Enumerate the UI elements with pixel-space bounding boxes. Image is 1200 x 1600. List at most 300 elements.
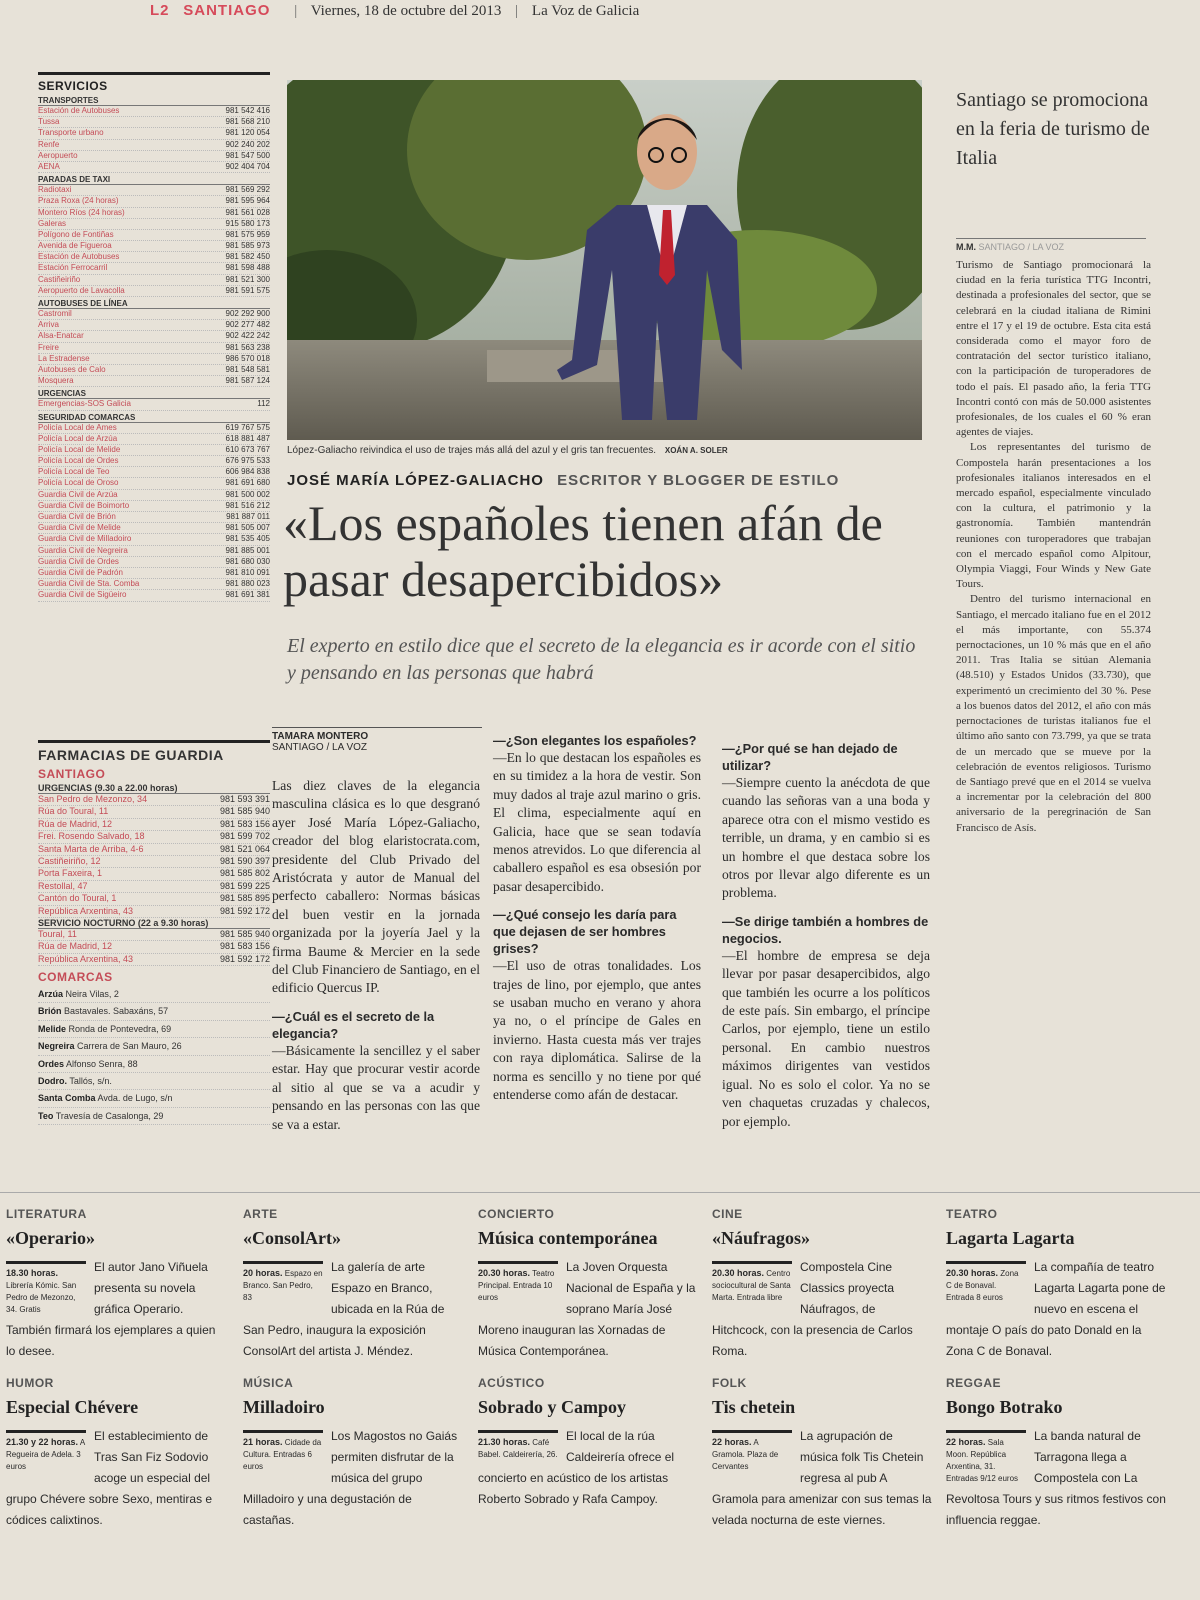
- agenda-title: Milladoiro: [243, 1397, 325, 1417]
- question-3: —¿Qué consejo les daría para que dejasen de ser hombres grises?: [493, 907, 677, 957]
- agenda-text: El local de la rúa Caldeirería ofrece el concierto en acústico de los artistas Roberto Sobrado y Rafa Campoy.: [478, 1429, 675, 1506]
- comarca-town: Arzúa: [38, 989, 64, 1000]
- comarca-town: Ordes: [38, 1058, 65, 1069]
- phone-row: [38, 929, 270, 941]
- agenda-info: [946, 1430, 1026, 1485]
- photo-caption: [287, 445, 922, 456]
- phone-entry-number: 981 505 007: [225, 523, 270, 533]
- agenda-text: La banda natural de Tarragona llega a Compostela con La Revoltosa Tours y sus ritmos festivos con influencia reggae.: [946, 1429, 1166, 1527]
- phone-entry-number: 981 810 091: [225, 567, 270, 577]
- agenda-place: Cidade da Cultura. Entradas 6 euros: [243, 1438, 322, 1471]
- phone-row: [38, 434, 270, 445]
- phone-row: [38, 534, 270, 545]
- phone-entry-name: AENA: [38, 161, 60, 171]
- photo-credit: XOÁN A. SOLER: [664, 446, 728, 455]
- agenda-title: Música contemporánea: [478, 1228, 658, 1248]
- phone-entry-name: Castiñeiriño: [38, 274, 81, 284]
- phone-row: [38, 365, 270, 376]
- intro-paragraph: Las diez claves de la elegancia masculina clásica es lo que desgranó ayer José María López-Galiacho, creador del blog elaristocrata.com, presidente del Club Privado del Aristócrata y autor de Manual del perfecto caballero: Normas básicas del buen vestir en la jornada organizada por la joyería Jael y la firma Baume & Mercier en la sede del Club Financiero de Santiago, en el edificio Quercus IP.: [272, 778, 481, 996]
- phone-row: [38, 151, 270, 162]
- phone-row: [38, 568, 270, 579]
- phone-row: [38, 208, 270, 219]
- phone-entry-number: 981 592 172: [219, 953, 270, 964]
- agenda-item: [946, 1372, 1168, 1531]
- phone-entry-name: Arriva: [38, 320, 59, 330]
- comarca-address: Tallós, s/n.: [69, 1076, 112, 1087]
- farmacias-noc-category: SERVICIO NOCTURNO (22 a 9.30 horas): [38, 918, 270, 929]
- phone-row: [38, 117, 270, 128]
- servicios-category: PARADAS DE TAXI: [38, 175, 270, 185]
- agenda-title: Lagarta Lagarta: [946, 1228, 1075, 1248]
- answer-5: —El hombre de empresa se deja llevar por pasar desapercibidos, algo que también les ocurre a los políticos de este país. Sin embargo, el príncipe Carlos, por ejemplo, tiene un estilo personal. En cambio nuestros máximos dirigentes van vestidos igual. No es solo el color. Ya no se ven chaquetas cruzadas y chalecos, por ejemplo.: [722, 947, 930, 1129]
- phone-row: [38, 819, 270, 831]
- phone-entry-number: 606 984 838: [225, 467, 270, 477]
- phone-entry-name: Estación de Autobuses: [38, 252, 120, 262]
- phone-row: [38, 106, 270, 117]
- phone-row: [38, 868, 270, 880]
- phone-row: [38, 490, 270, 501]
- phone-entry-number: 981 582 450: [225, 252, 270, 262]
- servicios-category: SEGURIDAD COMARCAS: [38, 413, 270, 423]
- farmacias-urg-category: URGENCIAS (9.30 a 22.00 horas): [38, 783, 270, 794]
- agenda-place: Librería Kómic. San Pedro de Mezonzo, 34. Gratis: [6, 1281, 77, 1314]
- servicios-category: TRANSPORTES: [38, 96, 270, 106]
- phone-entry-number: 981 585 940: [219, 806, 270, 817]
- agenda-category: HUMOR: [6, 1376, 54, 1390]
- sidebar-paragraph-1: Turismo de Santiago promocionará la ciudad en la feria turística TTG Incontri, destinada a profesionales del sector, que se celebrará en la ciudad italiana de Rimini entre el 17 y el 19 de octubre. Esta cita está considerada como el mayor foro de contratación del sector turístico italiano, con la participación de turoperadores de todo el país. El pasado año, la feria TTG Incontri contó con más de 50.000 asistentes profesionales, de los cuales el 60 % eran agentes de viajes.: [956, 259, 1151, 439]
- comarca-town: Santa Comba: [38, 1093, 96, 1104]
- phone-entry-name: Guardia Civil de Boimorto: [38, 500, 130, 510]
- comarca-row: [38, 1003, 270, 1020]
- phone-entry-name: Guardia Civil de Sigüeiro: [38, 590, 127, 600]
- article-photo: [287, 80, 922, 440]
- agenda-place: Teatro Principal. Entrada 10 euros: [478, 1269, 555, 1302]
- agenda-text: El autor Jano Viñuela presenta su novela gráfica Operario. También firmará los ejemplares a quien lo desee.: [6, 1260, 216, 1358]
- agenda-item: [6, 1372, 228, 1531]
- comarca-town: Negreira: [38, 1041, 75, 1052]
- agenda-title: Bongo Botrako: [946, 1397, 1063, 1417]
- agenda-title: Especial Chévere: [6, 1397, 139, 1417]
- issue-date: Viernes, 18 de octubre del 2013: [310, 3, 502, 19]
- phone-entry-number: 902 277 482: [225, 320, 270, 330]
- agenda-item: [243, 1372, 465, 1531]
- author-location: SANTIAGO / LA VOZ: [272, 742, 368, 753]
- phone-entry-number: 619 767 575: [225, 422, 270, 432]
- page-header: L2 SANTIAGO | Viernes, 18 de octubre del 2013 | La Voz de Galicia: [150, 2, 640, 19]
- kicker-name: JOSÉ MARÍA LÓPEZ-GALIACHO: [287, 472, 544, 489]
- phone-entry-name: Policía Local de Ordes: [38, 456, 119, 466]
- phone-entry-number: 981 583 156: [219, 818, 270, 829]
- phone-entry-name: Santa Marta de Arriba, 4-6: [38, 843, 144, 854]
- phone-entry-number: 981 563 238: [225, 342, 270, 352]
- phone-entry-name: Policía Local de Oroso: [38, 478, 119, 488]
- phone-row: [38, 501, 270, 512]
- article-column-3: [722, 740, 930, 1131]
- phone-entry-name: Autobuses de Calo: [38, 364, 106, 374]
- phone-entry-number: 981 561 028: [225, 207, 270, 217]
- phone-row: [38, 954, 270, 966]
- phone-row: [38, 579, 270, 590]
- phone-entry-name: Emergencias-SOS Galicia: [38, 399, 131, 409]
- agenda-time: 18.30 horas.: [6, 1268, 59, 1278]
- photo-illustration: [287, 80, 922, 440]
- phone-entry-number: 981 592 172: [219, 905, 270, 916]
- agenda-text: La galería de arte Espazo en Branco, ubicada en la Rúa de San Pedro, inaugura la exposición ConsolArt del artista J. Méndez.: [243, 1260, 445, 1358]
- phone-entry-name: República Arxentina, 43: [38, 953, 134, 964]
- phone-entry-number: 676 975 533: [225, 456, 270, 466]
- agenda-info: [6, 1261, 86, 1316]
- phone-row: [38, 445, 270, 456]
- agenda-info: [478, 1261, 558, 1304]
- phone-entry-number: 981 521 064: [219, 843, 270, 854]
- newspaper-name: La Voz de Galicia: [531, 3, 640, 19]
- phone-row: [38, 546, 270, 557]
- agenda-category: ARTE: [243, 1207, 278, 1221]
- phone-entry-number: 981 587 124: [225, 376, 270, 386]
- agenda-info: [478, 1430, 558, 1461]
- farmacias-box: [38, 740, 270, 1125]
- comarca-row: [38, 986, 270, 1003]
- phone-row: [38, 354, 270, 365]
- agenda-item: [478, 1372, 700, 1510]
- phone-entry-name: Aeropuerto: [38, 150, 78, 160]
- comarca-address: Carrera de San Mauro, 26: [77, 1041, 182, 1052]
- agenda-divider: [0, 1192, 1200, 1193]
- phone-entry-name: Renfe: [38, 139, 60, 149]
- phone-row: [38, 219, 270, 230]
- answer-2: —En lo que destacan los españoles es en su timidez a la hora de vestir. Son muy dados al traje azul marino o gris. El clima, especialmente aquí en Galicia, hace que se sean todavía menos atrevidos. Lo que diferencia al caballero español es esa obsesión por pasar desapercibido.: [493, 750, 701, 894]
- page-number: L2: [150, 2, 170, 19]
- phone-row: [38, 230, 270, 241]
- comarca-row: [38, 1021, 270, 1038]
- phone-row: [38, 185, 270, 196]
- agenda-time: 22 horas.: [712, 1437, 752, 1447]
- farmacias-noc-list: [38, 929, 270, 966]
- agenda-category: REGGAE: [946, 1376, 1002, 1390]
- agenda-info: [946, 1261, 1026, 1304]
- phone-entry-number: 902 404 704: [225, 161, 270, 171]
- agenda-place: Café Babel. Caldeirería, 26.: [478, 1438, 558, 1459]
- phone-entry-name: Policía Local de Ames: [38, 422, 117, 432]
- phone-entry-number: 981 680 030: [225, 556, 270, 566]
- phone-row: [38, 320, 270, 331]
- phone-entry-name: Frei. Rosendo Salvado, 18: [38, 831, 145, 842]
- phone-row: [38, 140, 270, 151]
- comarca-row: [38, 1056, 270, 1073]
- agenda-info: [712, 1430, 792, 1473]
- author-name: TAMARA MONTERO: [272, 731, 369, 742]
- agenda-category: FOLK: [712, 1376, 747, 1390]
- phone-row: [38, 590, 270, 601]
- article-column-1: [272, 777, 480, 1134]
- phone-entry-number: 981 120 054: [225, 128, 270, 138]
- phone-row: [38, 523, 270, 534]
- agenda-place: Zona C de Bonaval. Entrada 8 euros: [946, 1269, 1019, 1302]
- phone-row: [38, 806, 270, 818]
- servicios-title: SERVICIOS: [38, 72, 270, 93]
- agenda-time: 20.30 horas.: [946, 1268, 999, 1278]
- agenda-category: CONCIERTO: [478, 1207, 555, 1221]
- phone-entry-number: 981 500 002: [225, 489, 270, 499]
- agenda-title: «Náufragos»: [712, 1228, 810, 1248]
- sidebar-author: M.M.: [956, 242, 976, 252]
- agenda-info: [712, 1261, 792, 1304]
- phone-entry-number: 986 570 018: [225, 353, 270, 363]
- sidebar-title: Santiago se promociona en la feria de turismo de Italia: [956, 89, 1150, 169]
- phone-entry-number: 981 548 581: [225, 364, 270, 374]
- phone-row: [38, 128, 270, 139]
- agenda-info: [243, 1430, 323, 1473]
- phone-entry-number: 981 585 973: [225, 241, 270, 251]
- agenda-item: [712, 1203, 934, 1362]
- phone-entry-name: Polígono de Fontiñas: [38, 229, 114, 239]
- phone-entry-number: 981 887 011: [226, 512, 270, 521]
- phone-row: [38, 844, 270, 856]
- comarca-row: [38, 1108, 270, 1125]
- phone-entry-number: 981 569 292: [225, 185, 270, 195]
- agenda-time: 20 horas.: [243, 1268, 283, 1278]
- answer-4: —Siempre cuento la anécdota de que cuando las señoras van a una boda y aparece otra con el mismo vestido es terrible, un drama, y en cambio si es un hombre el que destaca sobre los otros por llevar algo diferente es un problema.: [722, 775, 930, 901]
- phone-row: [38, 478, 270, 489]
- sidebar-byline: [956, 238, 1146, 252]
- sidebar-body: [956, 258, 1151, 836]
- phone-row: [38, 241, 270, 252]
- phone-entry-number: 981 593 391: [219, 794, 270, 804]
- phone-entry-number: 915 580 173: [225, 218, 270, 228]
- phone-entry-number: 981 599 702: [219, 831, 270, 842]
- phone-entry-number: 981 521 300: [225, 274, 270, 284]
- phone-entry-number: 112: [257, 399, 270, 409]
- phone-entry-number: 981 542 416: [225, 106, 270, 115]
- agenda-category: ACÚSTICO: [478, 1376, 545, 1390]
- phone-row: [38, 881, 270, 893]
- phone-row: [38, 162, 270, 173]
- phone-entry-number: 981 691 680: [225, 478, 270, 488]
- phone-entry-number: 981 535 405: [225, 534, 270, 544]
- phone-entry-name: Cantón do Toural, 1: [38, 893, 117, 904]
- phone-row: [38, 399, 270, 410]
- agenda-text: La compañía de teatro Lagarta Lagarta pone de nuevo en escena el montaje O país do pato Donald en la Zona C de Bonaval.: [946, 1260, 1166, 1358]
- phone-entry-name: Guardia Civil de Padrón: [38, 567, 123, 577]
- phone-entry-name: Guardia Civil de Arzúa: [38, 489, 118, 499]
- comarca-row: [38, 1073, 270, 1090]
- agenda-place: A Regueira de Adela. 3 euros: [6, 1438, 85, 1471]
- agenda-item: [712, 1372, 934, 1531]
- agenda-text: Compostela Cine Classics proyecta Náufragos, de Hitchcock, con la presencia de Carlos Roma.: [712, 1260, 913, 1358]
- phone-entry-name: Aeropuerto de Lavacolla: [38, 285, 125, 295]
- phone-row: [38, 376, 270, 387]
- agenda-item: [946, 1203, 1168, 1362]
- phone-entry-name: Guardia Civil de Ordes: [38, 556, 119, 566]
- question-5: —Se dirige también a hombres de negocios.: [722, 913, 929, 946]
- agenda-category: MÚSICA: [243, 1376, 294, 1390]
- comarca-address: Travesía de Casalonga, 29: [55, 1110, 164, 1121]
- comarca-address: Neira Vilas, 2: [65, 989, 119, 1000]
- phone-entry-number: 618 881 487: [225, 433, 270, 443]
- farmacias-title: FARMACIAS DE GUARDIA: [38, 740, 270, 763]
- agenda-time: 21.30 horas.: [478, 1437, 531, 1447]
- comarca-town: Teo: [38, 1110, 54, 1121]
- phone-entry-name: Guardia Civil de Melide: [38, 523, 121, 533]
- comarca-town: Brión: [38, 1006, 62, 1017]
- phone-entry-name: Alsa-Enatcar: [38, 331, 84, 341]
- phone-entry-name: Castromil: [38, 309, 72, 318]
- agenda-text: La agrupación de música folk Tis Chetein regresa al pub A Gramola para amenizar con sus temas la velada nocturna de este viernes.: [712, 1429, 932, 1527]
- agenda-title: Tis chetein: [712, 1397, 796, 1417]
- sidebar-paragraph-2: Los representantes del turismo de Compostela harán presentaciones a los profesionales italianos interesados en el mercado español, especialmente vinculado con la cultura, el patrimonio y la gastronomía. También mantendrán reuniones con turoperadores que trabajan con el mercado español como Alpitour, Olympia Viaggi, Four Winds y New Gate Tours.: [956, 441, 1151, 591]
- comarcas-list: [38, 986, 270, 1125]
- phone-entry-name: Restollal, 47: [38, 880, 88, 891]
- phone-entry-name: Montero Ríos (24 horas): [38, 207, 125, 217]
- agenda-place: A Gramola. Plaza de Cervantes: [712, 1438, 779, 1471]
- agenda-category: LITERATURA: [6, 1207, 87, 1221]
- phone-row: [38, 856, 270, 868]
- servicios-category: AUTOBUSES DE LÍNEA: [38, 299, 270, 309]
- phone-row: [38, 252, 270, 263]
- comarca-row: [38, 1038, 270, 1055]
- phone-entry-number: 981 885 001: [225, 545, 270, 555]
- agenda-text: La Joven Orquesta Nacional de España y la soprano María José Moreno inauguran las Xornadas de Música Contemporánea.: [478, 1260, 696, 1358]
- phone-entry-number: 981 590 397: [219, 855, 270, 866]
- phone-entry-name: Rúa de Madrid, 12: [38, 818, 113, 829]
- farmacias-city: SANTIAGO: [38, 767, 106, 781]
- phone-entry-number: 902 292 900: [225, 309, 270, 318]
- phone-row: [38, 343, 270, 354]
- phone-entry-name: Guardia Civil de Negreira: [38, 545, 128, 555]
- phone-row: [38, 275, 270, 286]
- sidebar-paragraph-3: Dentro del turismo internacional en Santiago, el mercado italiano fue en el 2012 el más importante, con 55.374 pernoctaciones, un 10 % más que en el año 2011. Tras Italia se sitúan Alemania (48.510) y Estados Unidos (33.730), que experimentó un crecimiento del 30 %. Pese a los buenos datos del 2012, el año con más pernoctaciones de turistas italianos fue el último año santo con 73.799, ya que se trata de un mercado que se mueve por la celebración de eventos religiosos. Turismo de Santiago prevé que en el 2014 se vuelva a incrementar por la celebración del 800 aniversario de la peregrinación de San Francisco de Asís.: [956, 593, 1151, 834]
- phone-entry-name: Guardia Civil de Sta. Comba: [38, 579, 140, 589]
- phone-entry-name: San Pedro de Mezonzo, 34: [38, 794, 148, 804]
- agenda-item: [478, 1203, 700, 1362]
- phone-entry-number: 981 598 488: [225, 263, 270, 273]
- phone-entry-number: 981 547 500: [225, 150, 270, 160]
- phone-row: [38, 831, 270, 843]
- phone-entry-name: Mosquera: [38, 376, 74, 386]
- section-name: SANTIAGO: [183, 2, 271, 19]
- comarca-address: Avda. de Lugo, s/n: [97, 1093, 173, 1104]
- article-byline: [272, 727, 482, 753]
- phone-entry-name: Radiotaxi: [38, 185, 72, 195]
- phone-entry-name: Guardia Civil de Brión: [38, 512, 116, 521]
- answer-1: —Básicamente la sencillez y el saber estar. Hay que procurar vestir acorde al sitio al que se va a acudir y pensando en las personas con las que se va a estar.: [272, 1042, 480, 1132]
- phone-row: [38, 263, 270, 274]
- question-2: —¿Son elegantes los españoles?: [493, 733, 697, 748]
- agenda-info: [243, 1261, 323, 1304]
- phone-row: [38, 906, 270, 918]
- phone-row: [38, 467, 270, 478]
- agenda-category: CINE: [712, 1207, 743, 1221]
- phone-entry-name: Transporte urbano: [38, 128, 104, 138]
- phone-row: [38, 456, 270, 467]
- comarcas-title: COMARCAS: [38, 970, 113, 985]
- farmacias-urg-list: [38, 794, 270, 918]
- agenda-title: «ConsolArt»: [243, 1228, 341, 1248]
- phone-entry-name: Toural, 11: [38, 928, 77, 939]
- phone-entry-name: Avenida de Figueroa: [38, 241, 112, 251]
- phone-entry-name: Tussa: [38, 117, 60, 127]
- phone-entry-name: Policía Local de Arzúa: [38, 433, 118, 443]
- phone-entry-name: Policía Local de Melide: [38, 444, 121, 454]
- agenda-time: 21 horas.: [243, 1437, 283, 1447]
- comarca-address: Ronda de Pontevedra, 69: [68, 1023, 172, 1034]
- phone-entry-number: 610 673 767: [225, 444, 270, 454]
- kicker-role: ESCRITOR Y BLOGGER DE ESTILO: [557, 472, 840, 489]
- phone-entry-name: Castiñeiriño, 12: [38, 855, 101, 866]
- servicios-box: [38, 72, 270, 602]
- agenda-time: 22 horas.: [946, 1437, 986, 1447]
- phone-row: [38, 423, 270, 434]
- agenda-info: [6, 1430, 86, 1473]
- phone-row: [38, 941, 270, 953]
- phone-entry-number: 981 516 212: [225, 500, 270, 510]
- phone-entry-number: 981 591 575: [225, 285, 270, 295]
- comarca-address: Bastavales. Sabaxáns, 57: [64, 1006, 169, 1017]
- agenda-text: El establecimiento de Tras San Fiz Sodovio acoge un especial del grupo Chévere sobre Sexo, mentiras e códices calixtinos.: [6, 1429, 213, 1527]
- agenda-time: 20.30 horas.: [712, 1268, 765, 1278]
- phone-entry-number: 981 599 225: [219, 880, 270, 891]
- phone-entry-name: Porta Faxeira, 1: [38, 868, 103, 879]
- article-headline: «Los españoles tienen afán de pasar desapercibidos»: [283, 495, 883, 607]
- caption-text: López-Galiacho reivindica el uso de trajes más allá del azul y el gris tan frecuentes.: [287, 445, 657, 456]
- phone-entry-name: Galeras: [38, 218, 67, 228]
- phone-row: [38, 893, 270, 905]
- phone-entry-number: 902 240 202: [225, 139, 270, 149]
- phone-entry-number: 981 568 210: [225, 117, 270, 127]
- agenda-item: [6, 1203, 228, 1362]
- phone-row: [38, 331, 270, 342]
- phone-entry-number: 981 595 964: [225, 196, 270, 206]
- phone-entry-name: Estación de Autobuses: [38, 106, 120, 115]
- agenda-title: «Operario»: [6, 1228, 95, 1248]
- phone-entry-number: 981 691 381: [225, 590, 270, 600]
- phone-entry-name: Praza Roxa (24 horas): [38, 196, 119, 206]
- article-subtitle: El experto en estilo dice que el secreto de la elegancia es ir acorde con el sitio y pensando en las personas que habrá: [287, 635, 916, 684]
- phone-entry-name: La Estradense: [38, 353, 90, 363]
- phone-entry-number: 902 422 242: [225, 331, 270, 341]
- agenda-item: [243, 1203, 465, 1362]
- agenda-category: TEATRO: [946, 1207, 998, 1221]
- phone-entry-name: Freire: [38, 342, 59, 352]
- comarca-address: Alfonso Senra, 88: [66, 1058, 138, 1069]
- phone-row: [38, 557, 270, 568]
- question-1: —¿Cuál es el secreto de la elegancia?: [272, 1008, 435, 1041]
- comarca-town: Dodro.: [38, 1076, 67, 1087]
- phone-entry-name: Policía Local de Teo: [38, 467, 110, 477]
- phone-row: [38, 309, 270, 320]
- article-kicker: [287, 472, 927, 489]
- phone-entry-name: Estación Ferrocarril: [38, 263, 108, 273]
- phone-entry-name: República Arxentina, 43: [38, 905, 134, 916]
- article-column-2: [493, 732, 701, 1105]
- comarca-town: Melide: [38, 1023, 67, 1034]
- phone-entry-number: 981 583 156: [219, 941, 270, 952]
- agenda-place: Espazo en Branco. San Pedro, 83: [243, 1269, 323, 1302]
- phone-entry-number: 981 585 940: [219, 928, 270, 939]
- servicios-list: [38, 96, 270, 602]
- question-4: —¿Por qué se han dejado de utilizar?: [722, 741, 898, 773]
- phone-row: [38, 794, 270, 806]
- phone-entry-number: 981 585 802: [219, 868, 270, 879]
- phone-entry-name: Rúa de Madrid, 12: [38, 941, 113, 952]
- sidebar-location: SANTIAGO / LA VOZ: [978, 242, 1065, 252]
- phone-entry-number: 981 880 023: [225, 579, 270, 589]
- phone-entry-number: 981 585 895: [219, 893, 270, 904]
- agenda-time: 20.30 horas.: [478, 1268, 531, 1278]
- phone-row: [38, 196, 270, 207]
- answer-3: —El uso de otras tonalidades. Los trajes de lino, por ejemplo, que antes se usaban mucho en verano y ahora ya no, o el príncipe de Gales en invierno. Hasta cuesta más ver trajes con raya diplomática. Salirse de la norma es sencillo y no tiene por qué entenderse como afán de destacar.: [493, 958, 701, 1103]
- phone-entry-name: Rúa do Toural, 11: [38, 806, 109, 817]
